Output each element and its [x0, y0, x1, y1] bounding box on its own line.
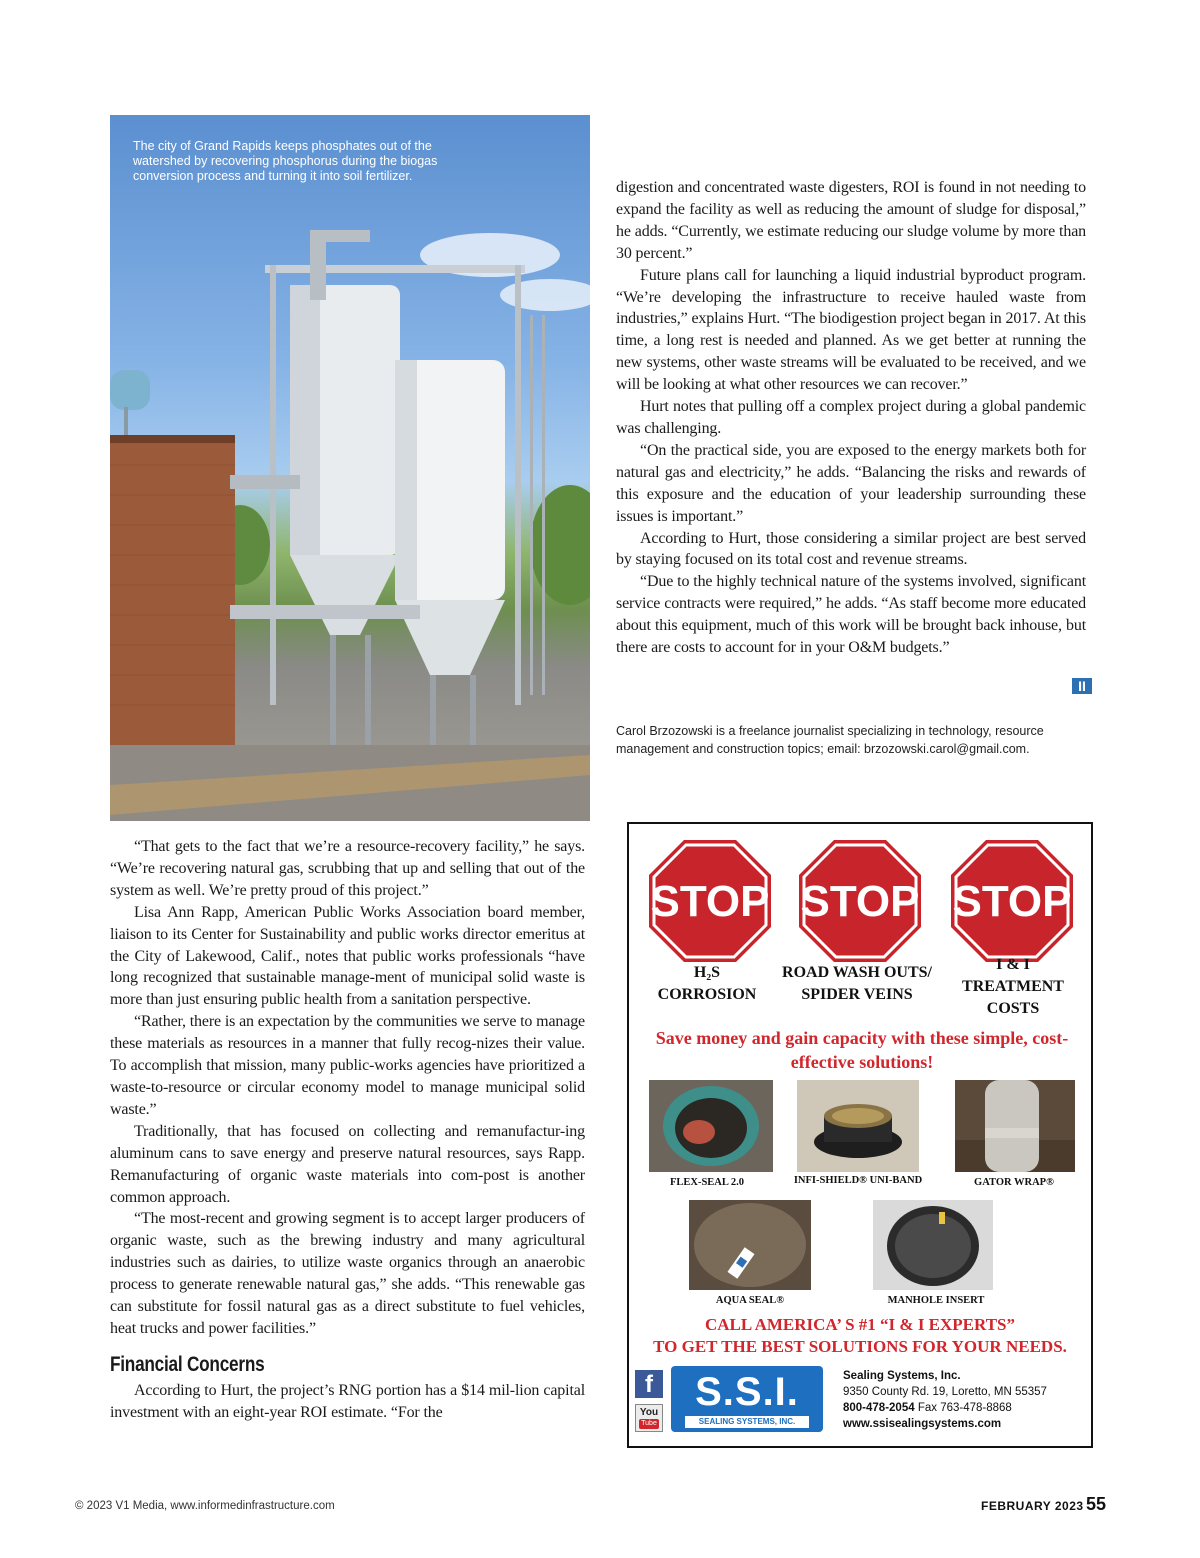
youtube-you-text: You: [639, 1407, 659, 1418]
stop-text: STOP: [952, 877, 1072, 926]
paragraph: Lisa Ann Rapp, American Public Works Association board member, liaison to its Center for Sustainability and public works director emeritus at the City of Lakewood, Calif., notes that public works professionals “have long recognized that sustainable manage-ment of municipal solid waste is more than just ensuring public health from a sanitation perspective.: [110, 903, 585, 1009]
paragraph: digestion and concentrated waste digesters, ROI is found in not needing to expand the facility as well as reducing the amount of sludge for disposal,” he adds. “Currently, we estimate reducing our sludge volume by more than 30 percent.”: [616, 179, 1086, 262]
paragraph: Hurt notes that pulling off a complex project during a global pandemic was challenging.: [616, 398, 1086, 437]
footer-copyright: © 2023 V1 Media, www.informedinfrastructure.com: [75, 1500, 335, 1512]
infi-shield-image: [797, 1080, 919, 1172]
page-number: 55: [1086, 1494, 1107, 1514]
stop-sign-icon: [797, 838, 923, 964]
article-column-left: [110, 836, 585, 1424]
company-fax: Fax 763-478-8868: [917, 1402, 1012, 1414]
product-label: GATOR WRAP®: [974, 1177, 1054, 1188]
stop-label-line: COSTS: [986, 1000, 1040, 1017]
call-to-action-line: CALL AMERICA’ S #1 “I & I EXPERTS”: [704, 1315, 1015, 1334]
stop-label-road-wash: [769, 962, 945, 1006]
feature-photo: [110, 115, 590, 821]
paragraph: “On the practical side, you are exposed to the energy markets both for natural gas and electricity,” he adds. “Balancing the risks and rewards of this exposure and the education of your leadership surrounding these issues is important.”: [616, 441, 1086, 525]
call-to-action-line: TO GET THE BEST SOLUTIONS FOR YOUR NEEDS.: [653, 1337, 1067, 1356]
photo-caption: The city of Grand Rapids keeps phosphates out of the watershed by recovering phosphorus during the biogas conversion process and turning it into soil fertilizer.: [133, 139, 438, 183]
logo-text: S.S.I.: [695, 1370, 799, 1414]
stop-sign-icon: [647, 838, 773, 964]
footer-issue-date: FEBRUARY 2023: [981, 1499, 1084, 1513]
paragraph: “That gets to the fact that we’re a resource-recovery facility,” he says. “We’re recovering natural gas, scrubbing that up and selling that out of the system as well. We’re pretty proud of this project.”: [110, 838, 585, 899]
paragraph: “Due to the highly technical nature of the systems involved, significant service contracts were required,” he adds. “As staff become more educated about this equipment, much of this work will be brought back inhouse, but there are costs to account for in your O&M budgets.”: [616, 573, 1086, 657]
flex-seal-image: [649, 1080, 773, 1172]
manhole-insert-image: [873, 1200, 993, 1290]
contact-block: [843, 1368, 1047, 1432]
youtube-tube-text: Tube: [639, 1419, 659, 1429]
article-end-mark: II: [1072, 678, 1092, 694]
product-label: FLEX-SEAL 2.0: [669, 1177, 745, 1188]
product-label: MANHOLE INSERT: [887, 1295, 985, 1306]
aqua-seal-image: [689, 1200, 811, 1290]
stop-label-line: H₂S: [693, 964, 721, 981]
stop-label-line: TREATMENT: [962, 978, 1064, 995]
company-phone[interactable]: 800-478-2054: [843, 1402, 915, 1414]
stop-label-line: SPIDER VEINS: [801, 986, 913, 1003]
paragraph: According to Hurt, the project’s RNG portion has a $14 mil-lion capital investment with an eight-year ROI estimate. “For the: [110, 1381, 585, 1421]
stop-sign-icon: [949, 838, 1075, 964]
paragraph: “Rather, there is an expectation by the communities we serve to manage these materials as resources in a manner that fully recog-nizes their value. To accomplish that mission, many public-works agencies have prioritized a waste-to-resource or circular economy model to manage municipal solid waste.”: [110, 1013, 585, 1118]
stop-label-treatment: [945, 954, 1081, 1020]
author-bio: Carol Brzozowski is a freelance journalist specializing in technology, resource management and construction topics; email: brzozowski.carol@gmail.com.: [616, 724, 1044, 756]
gator-wrap-image: [955, 1080, 1075, 1172]
ssi-logo: [671, 1366, 823, 1432]
company-name: Sealing Systems, Inc.: [843, 1370, 961, 1382]
biogas-tanks-illustration: [110, 115, 590, 821]
product-label: INFI-SHIELD® UNI-BAND: [793, 1175, 923, 1186]
paragraph: “The most-recent and growing segment is to accept larger producers of organic waste, such as the brewing industry and many agricultural industries such as dairies, to utilize waste organics through an anaerobic process to generate renewable natural gas,” she adds. “This renewable gas can substitute for fossil natural gas as a direct substitute to fuel vehicles, heat trucks and power facilities.”: [110, 1210, 585, 1337]
section-heading: Financial Concerns: [110, 1352, 265, 1376]
stop-label-line: I & I: [996, 956, 1030, 973]
stop-label-line: CORROSION: [657, 986, 757, 1003]
facebook-icon[interactable]: f: [635, 1370, 663, 1398]
stop-text: STOP: [800, 877, 920, 926]
advertisement[interactable]: [627, 822, 1093, 1448]
stop-text: STOP: [650, 877, 770, 926]
ad-tagline: Save money and gain capacity with these simple, cost-effective solutions!: [655, 1028, 1069, 1072]
article-column-right: [616, 177, 1086, 659]
paragraph: Future plans call for launching a liquid industrial byproduct program. “We’re developing the infrastructure to receive hauled waste from industries,” explains Hurt. “The biodigestion project began in 2017. At this time, a long rest is needed and planned. As we get better at running the new systems, other waste streams will be evaluated to be received, and we will be looking at what other resources we can recover.”: [616, 266, 1086, 394]
company-address: 9350 County Rd. 19, Loretto, MN 55357: [843, 1386, 1047, 1398]
youtube-icon[interactable]: [635, 1404, 663, 1432]
stop-label-line: ROAD WASH OUTS/: [782, 964, 932, 981]
company-website[interactable]: www.ssisealingsystems.com: [843, 1418, 1002, 1430]
product-label: AQUA SEAL®: [715, 1295, 785, 1306]
paragraph: According to Hurt, those considering a similar project are best served by staying focused on its total cost and revenue streams.: [616, 529, 1086, 569]
logo-subtext: SEALING SYSTEMS, INC.: [685, 1416, 809, 1428]
stop-label-corrosion: [639, 962, 775, 1006]
paragraph: Traditionally, that has focused on collecting and remanufactur-ing aluminum cans to save energy and preserve natural resources, says Rapp. Remanufacturing of organic waste materials into com-post is another common approach.: [110, 1122, 585, 1206]
